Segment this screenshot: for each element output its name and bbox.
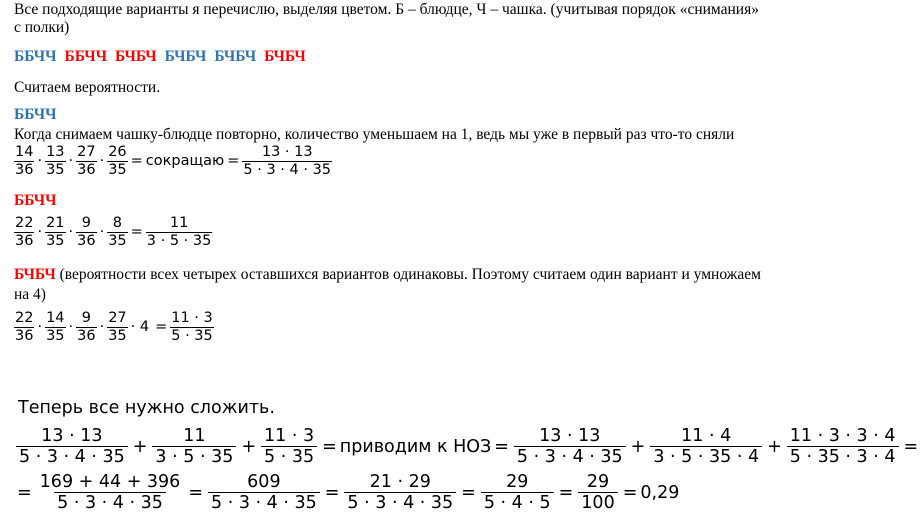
variants-list — [14, 48, 314, 65]
fraction: $\frac{11 \cdot 3}{5 \cdot 35}$ — [261, 426, 317, 467]
equals-sign: = — [558, 482, 574, 503]
fraction: $\frac{22}{36}$ — [15, 215, 34, 249]
variant-item: БЧБЧ — [264, 48, 306, 65]
plus-sign: + — [767, 436, 782, 457]
equals-sign: = — [622, 482, 638, 503]
fraction: $\frac{14}{35}$ — [46, 310, 65, 344]
variant-item: ББЧЧ — [14, 48, 57, 65]
variant-item: ББЧЧ — [64, 48, 107, 65]
case3-equation — [14, 310, 214, 344]
common-denominator-word: приводим к НОЗ — [339, 436, 492, 457]
equals-sign: = — [130, 224, 143, 241]
dot-operator: · — [99, 153, 105, 170]
equals-sign: = — [324, 482, 340, 503]
count-heading: Считаем вероятности. — [14, 79, 161, 96]
fraction: $\frac{11}{3 \cdot 5 \cdot 35}$ — [152, 426, 236, 467]
result-fraction: $\frac{13 \cdot 13}{5 \cdot 3 \cdot 4 \cdot 35}$ — [243, 144, 332, 178]
sum-equation-line-1 — [14, 426, 921, 467]
dot-operator: · — [99, 224, 105, 241]
fraction: $\frac{13}{35}$ — [46, 144, 65, 178]
dot-operator: · — [68, 224, 74, 241]
fraction: $\frac{13 \cdot 13}{5 \cdot 3 \cdot 4 \cdot 35}$ — [514, 426, 626, 467]
final-result: 0,29 — [640, 482, 680, 503]
variant-item: БЧБЧ — [114, 48, 157, 65]
reduce-word: сокращаю — [145, 153, 225, 170]
multiply-by-4: · 4 — [130, 319, 150, 336]
case3-line — [14, 266, 761, 284]
equals-sign: = — [903, 436, 919, 457]
fraction: $\frac{22}{36}$ — [15, 310, 34, 344]
case3-comment-2: на 4) — [14, 286, 46, 303]
fraction: $\frac{609}{5 \cdot 3 \cdot 4 \cdot 35}$ — [208, 472, 320, 513]
equals-sign: = — [130, 153, 143, 170]
result-fraction: $\frac{11 \cdot 3}{5 \cdot 35}$ — [171, 310, 213, 344]
fraction: $\frac{11 \cdot 3 \cdot 3 \cdot 4}{5 \cdot 35 \cdot 3 \cdot 4}$ — [787, 426, 899, 467]
equals-sign: = — [494, 436, 509, 457]
fraction: $\frac{8}{35}$ — [108, 215, 127, 249]
dot-operator: · — [68, 153, 74, 170]
fraction: $\frac{9}{36}$ — [77, 310, 96, 344]
sum-equation-line-2 — [14, 472, 679, 513]
fraction: $\frac{14}{36}$ — [15, 144, 34, 178]
dot-operator: · — [37, 224, 43, 241]
intro-line-2: с полки) — [14, 19, 70, 36]
plus-sign: + — [630, 436, 646, 457]
fraction: $\frac{11 \cdot 4}{3 \cdot 5 \cdot 35 \cdot 4}$ — [650, 426, 762, 467]
sum-title: Теперь все нужно сложить. — [18, 398, 275, 418]
dot-operator: · — [68, 319, 74, 336]
fraction: $\frac{27}{36}$ — [77, 144, 96, 178]
dot-operator: · — [99, 319, 105, 336]
case1-comment: Когда снимаем чашку-блюдце повторно, количество уменьшаем на 1, ведь мы уже в первый раз что-то сняли — [14, 126, 735, 143]
fraction: $\frac{13 \cdot 13}{5 \cdot 3 \cdot 4 \cdot 35}$ — [16, 426, 128, 467]
case2-equation — [14, 215, 212, 249]
fraction: $\frac{9}{36}$ — [77, 215, 96, 249]
fraction: $\frac{169 + 44 + 396}{5 \cdot 3 \cdot 4 \cdot 35}$ — [39, 472, 181, 514]
case3-label: БЧБЧ — [14, 266, 56, 283]
plus-sign: + — [241, 436, 257, 457]
dot-operator: · — [37, 319, 43, 336]
variants-row — [14, 48, 314, 66]
fraction: $\frac{29}{100}$ — [578, 472, 617, 513]
plus-sign: + — [132, 436, 148, 457]
equals-sign: = — [227, 153, 240, 170]
result-fraction: $\frac{11}{3 \cdot 5 \cdot 35}$ — [146, 215, 212, 249]
equals-sign: = — [17, 482, 32, 503]
case3-comment: (вероятности всех четырех оставшихся вариантов одинаковы. Поэтому считаем один вариант и умножаем — [55, 266, 761, 283]
fraction: $\frac{27}{35}$ — [108, 310, 127, 344]
equals-sign: = — [461, 482, 476, 503]
case1-equation — [14, 144, 332, 178]
fraction: $\frac{26}{35}$ — [108, 144, 127, 178]
fraction: $\frac{21}{35}$ — [46, 215, 65, 249]
equals-sign: = — [322, 436, 337, 457]
variant-item: БЧБЧ — [164, 48, 207, 65]
dot-operator: · — [37, 153, 43, 170]
case2-label: ББЧЧ — [14, 192, 57, 209]
intro-line-1: Все подходящие варианты я перечислю, выделяя цветом. Б – блюдце, Ч – чашка. (учитывая порядок «снимания» — [14, 1, 759, 18]
fraction: $\frac{29}{5 \cdot 4 \cdot 5}$ — [481, 472, 554, 513]
fraction: $\frac{21 \cdot 29}{5 \cdot 3 \cdot 4 \cdot 35}$ — [344, 472, 456, 513]
equals-sign: = — [188, 482, 203, 503]
case1-label: ББЧЧ — [14, 106, 57, 123]
variant-item: БЧБЧ — [214, 48, 257, 65]
equals-sign: = — [155, 319, 168, 336]
